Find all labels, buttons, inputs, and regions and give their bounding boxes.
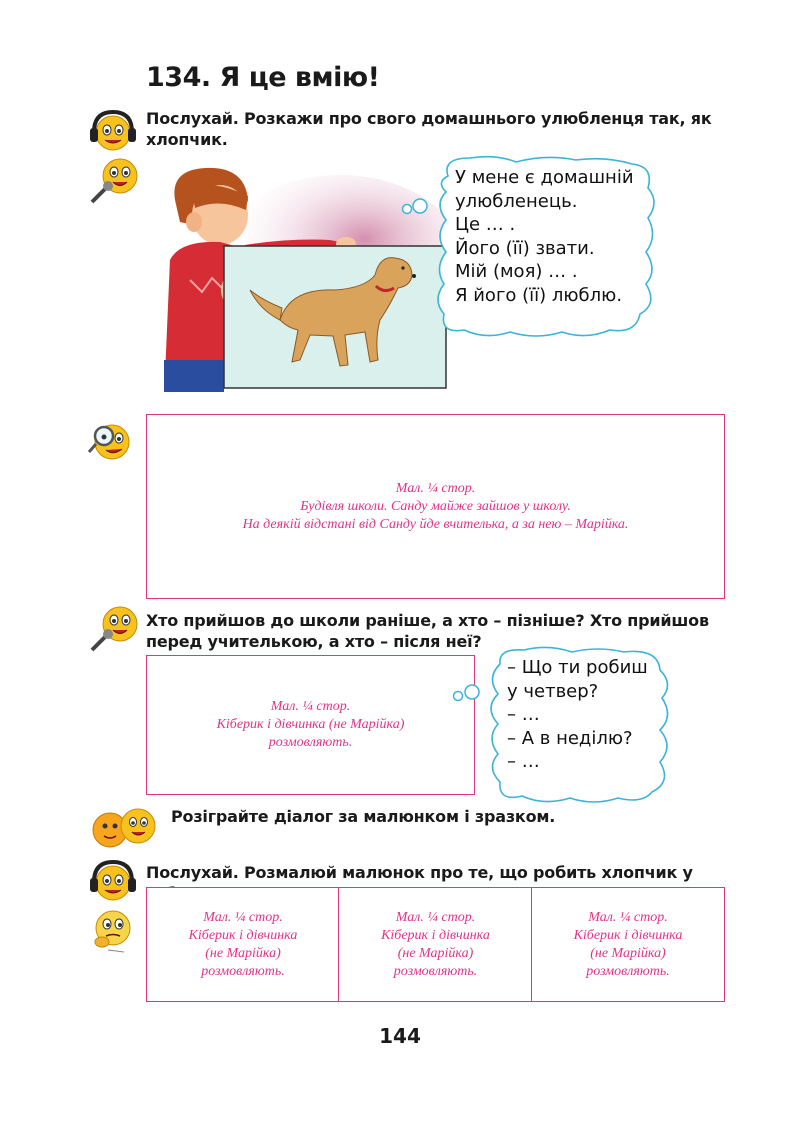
image-placeholder-saturday-2 [338, 887, 533, 1002]
instruction-listen-tell: Послухай. Розкажи про свого домашнього улюбленця так, як хлопчик. [146, 109, 712, 149]
bubble-line: Це … . [455, 214, 516, 235]
image-placeholder-school [146, 414, 725, 599]
bubble-line: У мене є домашній [455, 167, 634, 188]
placeholder-line: (не Марійка) [205, 945, 281, 961]
headphones-emoji-icon [88, 856, 138, 904]
magnifier-emoji-icon [86, 416, 136, 464]
page-number: 144 [379, 1024, 421, 1048]
image-placeholder-saturday-1 [146, 887, 340, 1002]
instruction-act-dialog: Розіграйте діалог за малюнком і зразком. [171, 807, 556, 826]
bubble-line: у четвер? [507, 680, 599, 702]
placeholder-line: На деякій відстані від Санду йде вчителька, а за нею – Марійка. [242, 516, 629, 532]
placeholder-line: розмовляють. [268, 735, 353, 750]
image-placeholder-saturday-3 [531, 887, 725, 1002]
question-who-came-first: Хто прийшов до школи раніше, а хто – пізніше? Хто прийшов перед учителькою, а хто – після неї? [146, 611, 709, 651]
placeholder-line: розмовляють. [393, 963, 478, 979]
thought-bubble-text [455, 166, 667, 307]
bubble-line: – А в неділю? [507, 727, 633, 749]
bubble-line: – … [507, 751, 540, 772]
placeholder-line: розмовляють. [201, 963, 285, 979]
bubble-line: улюбленець. [455, 190, 578, 212]
bubble-line: Я його (її) люблю. [455, 284, 623, 306]
microphone-emoji-icon [86, 156, 142, 208]
bubble-line: – … [507, 704, 540, 725]
bubble-line: Його (її) звати. [455, 237, 595, 259]
placeholder-line: Кіберик і дівчинка [381, 927, 490, 943]
thinking-emoji-icon [88, 906, 138, 954]
dialog-bubble-text [507, 656, 677, 774]
two-emoji-icon [90, 804, 160, 854]
placeholder-line: Будівля школи. Санду майже зайшов у школу. [300, 498, 571, 514]
placeholder-line: Мал. ¼ стор. [395, 480, 476, 496]
placeholder-line: Мал. ¼ стор. [203, 909, 283, 925]
bubble-line: Мій (моя) … . [455, 261, 578, 282]
bubble-line: – Що ти робиш [507, 657, 648, 678]
image-placeholder-dialog [146, 655, 475, 795]
instruction-listen-color: Послухай. Розмалюй малюнок про те, що робить хлопчик у [146, 863, 693, 882]
headphones-emoji-icon [88, 106, 138, 154]
placeholder-line: розмовляють. [586, 963, 670, 979]
placeholder-line: Мал. ¼ стор. [270, 699, 351, 714]
placeholder-line: (не Марійка) [590, 945, 666, 961]
microphone-emoji-icon [86, 604, 142, 656]
placeholder-line: (не Марійка) [397, 945, 474, 961]
placeholder-line: Кіберик і дівчинка [188, 927, 298, 943]
page-title: 134. Я це вмію! [146, 62, 380, 93]
placeholder-line: Мал. ¼ стор. [395, 909, 476, 925]
placeholder-line: Мал. ¼ стор. [588, 909, 668, 925]
placeholder-line: Кіберик і дівчинка [573, 927, 683, 943]
placeholder-line: Кіберик і дівчинка (не Марійка) [216, 717, 405, 732]
